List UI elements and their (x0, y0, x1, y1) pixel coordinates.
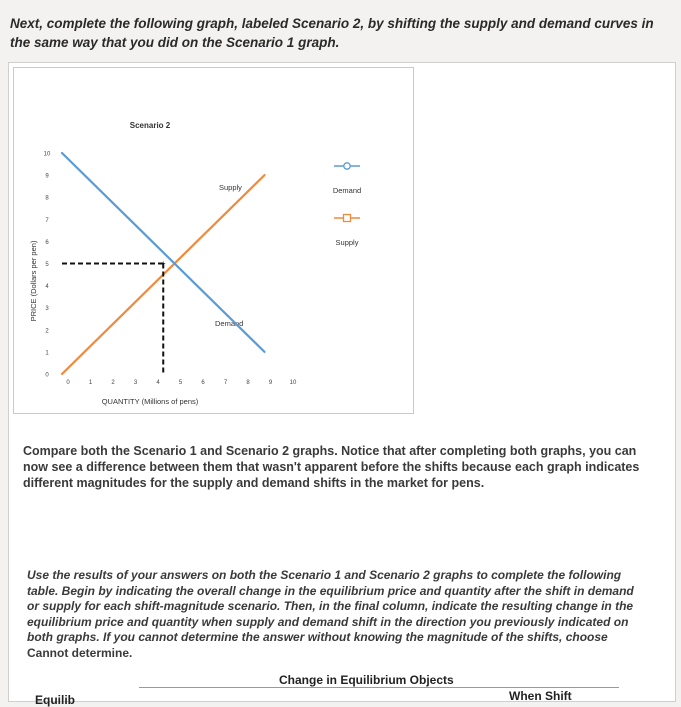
y-tick-label-4: 4 (45, 284, 49, 291)
x-tick-label-7: 7 (223, 380, 228, 386)
cannot-determine-label: Cannot determine. (27, 645, 133, 660)
x-tick-label-6: 6 (201, 380, 205, 386)
table-row-label: Equilib (35, 693, 75, 707)
y-tick-label-1: 1 (45, 350, 49, 357)
y-tick-label-5: 5 (45, 262, 49, 268)
chart-title: Scenario 2 (129, 121, 171, 130)
graph-area[interactable] (13, 67, 414, 414)
y-tick-label-9: 9 (45, 173, 49, 180)
x-axis-label: QUANTITY (Millions of pens) (101, 397, 199, 406)
x-tick-label-2: 2 (111, 380, 115, 386)
instructions-text: Use the results of your answers on both the Scenario 1 and Scenario 2 graphs to complete the following table. Begin by indicating the overall change in the equilibrium price and quantity after the shift in demand or supply for each shift-magnitude scenario. Then, in the final column, indicate the resulting change in the equilibrium price and quantity when supply and demand shift in the direction you previously indicated on both graphs. If you cannot determine the answer without knowing the magnitude of the shifts, choose (27, 568, 634, 644)
y-tick-label-8: 8 (45, 195, 49, 202)
table-title: Change in Equilibrium Objects (279, 673, 454, 687)
equilibrium-marker[interactable]: + (160, 259, 166, 268)
y-tick-label-3: 3 (45, 306, 49, 313)
x-tick-label-10: 10 (289, 380, 297, 386)
supply-curve-label: Supply (219, 183, 242, 192)
legend-demand-marker[interactable] (344, 163, 350, 169)
intro-text: Next, complete the following graph, labeled Scenario 2, by shifting the supply and demand curves in the same way that you did on the Scenario 1 graph. (10, 16, 654, 50)
table-divider (139, 687, 619, 688)
x-tick-label-3: 3 (133, 380, 138, 386)
y-tick-label-0: 0 (45, 372, 49, 379)
demand-curve-label: Demand (215, 319, 244, 328)
x-tick-label-5: 5 (178, 380, 183, 386)
compare-paragraph: Compare both the Scenario 1 and Scenario 2 graphs. Notice that after completing both graphs, you can now see a difference between them that wasn't apparent before the shifts because each graph indicates different magnitudes for the supply and demand shifts in the market for pens. (23, 444, 640, 490)
y-tick-label-7: 7 (45, 217, 49, 224)
x-tick-label-9: 9 (268, 380, 273, 386)
y-tick-label-10: 10 (43, 151, 51, 158)
scenario-2-chart[interactable] (14, 68, 413, 413)
x-tick-label-0: 0 (66, 380, 70, 386)
question-panel (8, 62, 676, 707)
legend-supply-marker[interactable] (344, 215, 351, 222)
y-tick-label-6: 6 (45, 239, 49, 246)
x-tick-label-4: 4 (156, 380, 160, 386)
y-axis-label: PRICE (Dollars per pen) (29, 240, 38, 322)
x-tick-label-1: 1 (88, 380, 93, 386)
legend-supply-label: Supply (335, 238, 359, 247)
x-tick-label-8: 8 (246, 380, 250, 386)
instructions-paragraph (27, 568, 639, 661)
y-tick-label-2: 2 (45, 328, 49, 335)
table-col-header-when-shift: When Shift (509, 689, 572, 703)
legend-demand-label: Demand (332, 186, 362, 195)
